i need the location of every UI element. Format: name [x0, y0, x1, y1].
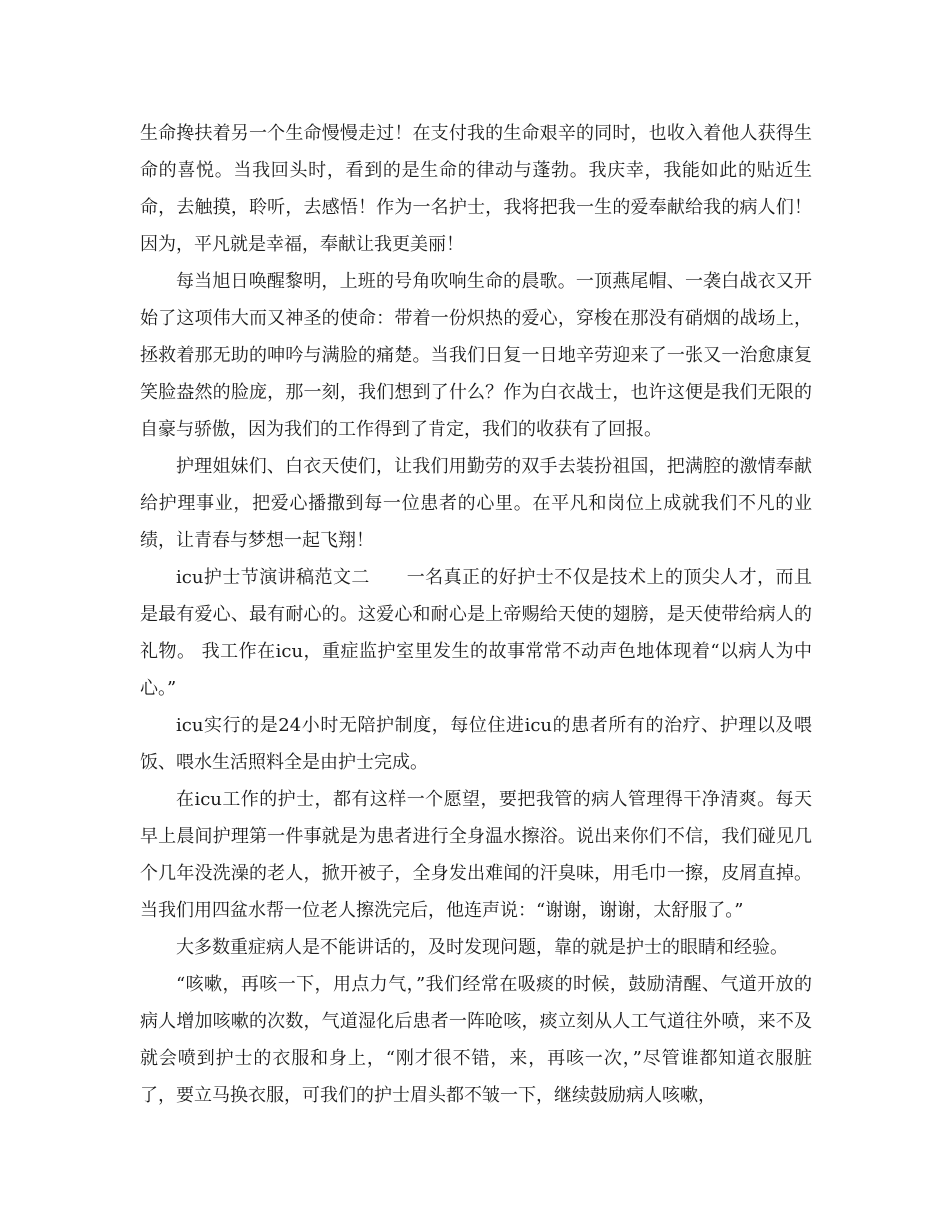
paragraph-1: 生命搀扶着另一个生命慢慢走过！在支付我的生命艰辛的同时，也收入着他人获得生命的喜悦。当我回头时，看到的是生命的律动与蓬勃。我庆幸，我能如此的贴近生命，去触摸，聆听，去感悟！作为一名护士，我将把我一生的爱奉献给我的病人们！因为，平凡就是幸福，奉献让我更美丽！ [140, 123, 812, 255]
paragraph-4: icu护士节演讲稿范文二 一名真正的好护士不仅是技术上的顶尖人才，而且是最有爱心、最有耐心的。这爱心和耐心是上帝赐给天使的翅膀，是天使带给病人的礼物。 我工作在icu，重症监护室里发生的故事常常不动声色地体现着“以病人为中心。” [140, 567, 812, 699]
paragraph-7: 大多数重症病人是不能讲话的，及时发现问题，靠的就是护士的眼睛和经验。 [176, 937, 788, 958]
paragraph-2: 每当旭日唤醒黎明，上班的号角吹响生命的晨歌。一顶燕尾帽、一袭白战衣又开始了这项伟大而又神圣的使命：带着一份炽热的爱心，穿梭在那没有硝烟的战场上，拯救着那无助的呻吟与满脸的痛楚。当我们日复一日地辛劳迎来了一张又一治愈康复笑脸盎然的脸庞，那一刻，我们想到了什么？作为白衣战士，也许这便是我们无限的自豪与骄傲，因为我们的工作得到了肯定，我们的收获有了回报。 [140, 271, 812, 440]
paragraph-8: “咳嗽，再咳一下，用点力气，”我们经常在吸痰的时候，鼓励清醒、气道开放的病人增加咳嗽的次数，气道湿化后患者一阵呛咳，痰立刻从人工气道往外喷，来不及就会喷到护士的衣服和身上，“刚才很不错，来，再咳一次，”尽管谁都知道衣服脏了，要立马换衣服，可我们的护士眉头都不皱一下，继续鼓励病人咳嗽， [140, 974, 812, 1106]
paragraph-3: 护理姐妹们、白衣天使们，让我们用勤劳的双手去装扮祖国，把满腔的激情奉献给护理事业，把爱心播撒到每一位患者的心里。在平凡和岗位上成就我们不凡的业绩，让青春与梦想一起飞翔！ [140, 456, 812, 551]
document-body [140, 115, 812, 1114]
paragraph-6: 在icu工作的护士，都有这样一个愿望，要把我管的病人管理得干净清爽。每天早上晨间护理第一件事就是为患者进行全身温水擦浴。说出来你们不信，我们碰见几个几年没洗澡的老人，掀开被子，全身发出难闻的汗臭味，用毛巾一擦，皮屑直掉。当我们用四盆水帮一位老人擦洗完后，他连声说：“谢谢，谢谢，太舒服了。” [140, 789, 812, 921]
paragraph-5: icu实行的是24小时无陪护制度，每位住进icu的患者所有的治疗、护理以及喂饭、喂水生活照料全是由护士完成。 [140, 715, 812, 773]
